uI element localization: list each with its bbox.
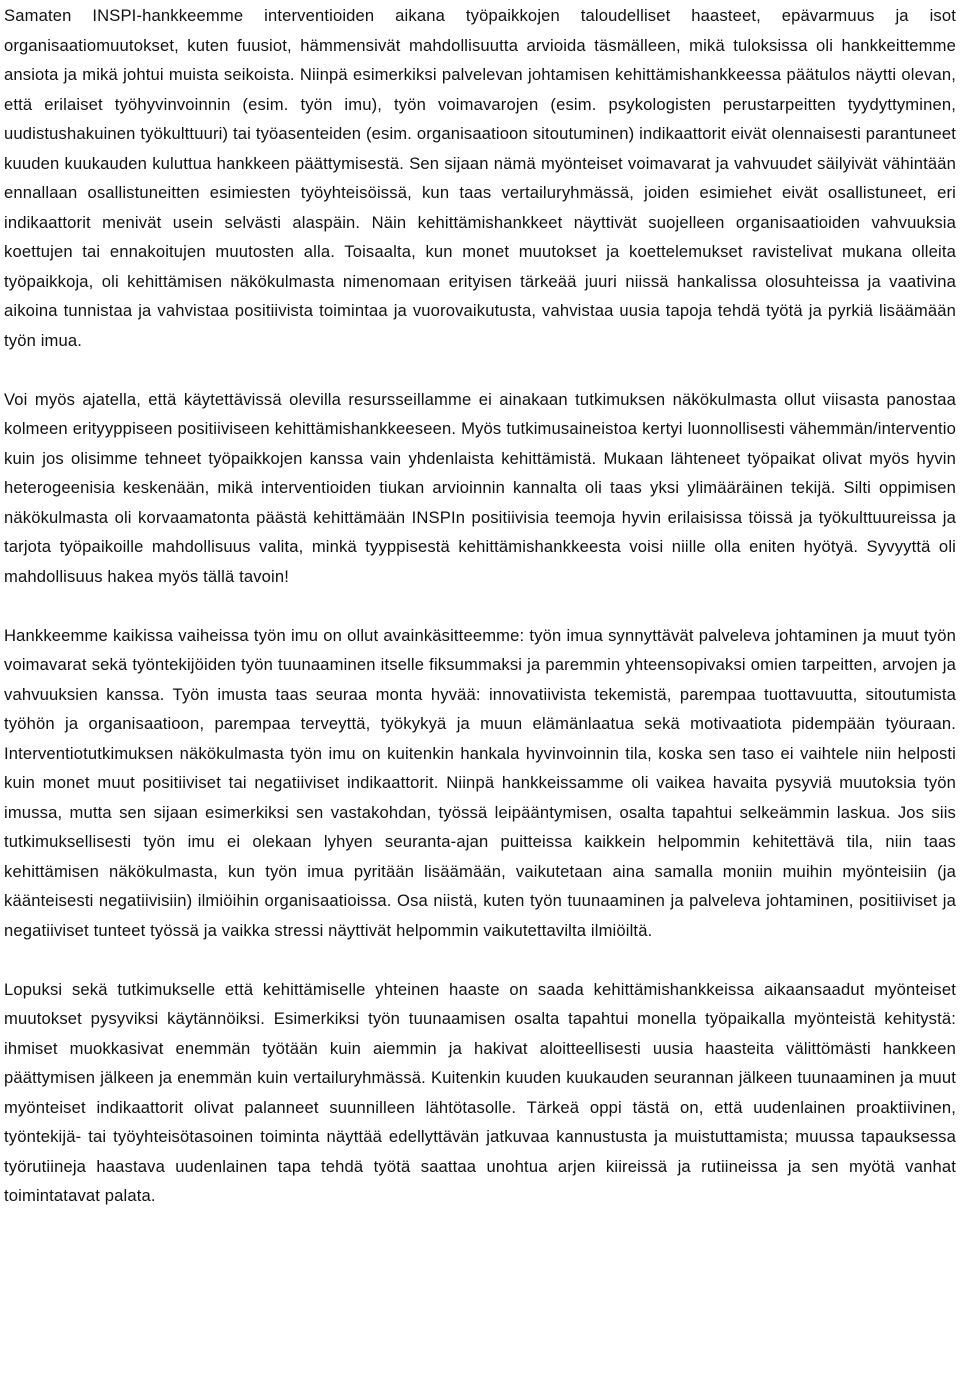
paragraph-1: Samaten INSPI-hankkeemme interventioiden aikana työpaikkojen taloudelliset haasteet, epävarmuus ja isot organisaatiomuutokset, kuten fuusiot, hämmensivät mahdollisuutta arvioida täsmälleen, mikä tuloksissa oli hankkeittemme ansiota ja mikä johtui muista seikoista. Niinpä esimerkiksi palvelevan johtamisen kehittämishankkeessa päätulos näytti olevan, että erilaiset työhyvinvoinnin (esim. työn imu), työn voimavarojen (esim. psykologisten perustarpeitten tyydyttyminen, uudistushakuinen työkulttuuri) tai työasenteiden (esim. organisaatioon sitoutuminen) indikaattorit eivät olennaisesti parantuneet kuuden kuukauden kuluttua hankkeen päättymisestä. Sen sijaan nämä myönteiset voimavarat ja vahvuudet säilyivät vähintään ennallaan osallistuneitten esimiesten työyhteisöissä, kun taas vertailuryhmässä, joiden esimiehet eivät osallistuneet, eri indikaattorit menivät usein selvästi alaspäin. Näin kehittämishankkeet näyttivät suojelleen organisaatioiden vahvuuksia koettujen tai ennakoitujen muutosten alla. Toisaalta, kun monet muutokset ja koettelemukset ravistelivat mukana olleita työpaikkoja, oli kehittämisen näkökulmasta nimenomaan erityisen tärkeää juuri niissä hankalissa olosuhteissa ja vaativina aikoina tunnistaa ja vahvistaa positiivista toimintaa ja vuorovaikutusta, vahvistaa uusia tapoja tehdä työtä ja pyrkiä lisäämään työn imua. (4, 6, 956, 350)
paragraph-3: Hankkeemme kaikissa vaiheissa työn imu on ollut avainkäsitteemme: työn imua synnyttävät palveleva johtaminen ja muut työn voimavarat sekä työntekijöiden työn tuunaaminen itselle fiksummaksi ja paremmin yhteensopivaksi omien tarpeitten, arvojen ja vahvuuksien kanssa. Työn imusta taas seuraa monta hyvää: innovatiivista tekemistä, parempaa tuottavuutta, sitoutumista työhön ja organisaatioon, parempaa terveyttä, työkykyä ja muun elämänlaatua sekä motivaatiota pidempään työuraan. Interventiotutkimuksen näkökulmasta työn imu on kuitenkin hankala hyvinvoinnin tila, koska sen taso ei vaihtele niin helposti kuin monet muut positiiviset tai negatiiviset indikaattorit. Niinpä hankkeissamme oli vaikea havaita pysyviä muutoksia työn imussa, mutta sen sijaan esimerkiksi sen vastakohdan, työssä leipääntymisen, osalta tapahtui selkeämmin laskua. Jos siis tutkimuksellisesti työn imu ei olekaan lyhyen seuranta-ajan puitteissa kaikkein helpommin kehitettävä tila, niin taas kehittämisen näkökulmasta, kun työn imua pyritään lisäämään, vaikutetaan aina samalla moniin muihin myönteisiin (ja käänteisesti negatiivisiin) ilmiöihin organisaatioissa. Osa niistä, kuten työn tuunaaminen ja palveleva johtaminen, positiiviset ja negatiiviset tunteet työssä ja vaikka stressi näyttivät helpommin vaikutettavilta ilmiöiltä. (4, 625, 956, 940)
paragraph-4: Lopuksi sekä tutkimukselle että kehittämiselle yhteinen haaste on saada kehittämishankkeissa aikaansaadut myönteiset muutokset pysyviksi käytännöiksi. Esimerkiksi työn tuunaamisen osalta tapahtui monella työpaikalla myönteistä kehitystä: ihmiset muokkasivat enemmän työtään kuin aiemmin ja hakivat aloitteellisesti uusia haasteita välittömästi hankkeen päättymisen jälkeen ja enemmän kuin vertailuryhmässä. Kuitenkin kuuden kuukauden seurannan jälkeen tuunaaminen ja muut myönteiset indikaattorit olivat palanneet suunnilleen lähtötasolle. Tärkeä oppi tästä on, että uudenlainen proaktiivinen, työntekijä- tai työyhteisötasoinen toiminta näyttää edellyttävän jatkuvaa kannustusta ja muistuttamista; muussa tapauksessa työrutiineja haastava uudenlainen tapa tehdä työtä saattaa unohtua arjen kiireissä ja rutiineissa ja sen myötä vanhat toimintatavat palata. (4, 979, 956, 1205)
paragraph-2: Voi myös ajatella, että käytettävissä olevilla resursseillamme ei ainakaan tutkimuksen näkökulmasta ollut viisasta panostaa kolmeen erityyppiseen positiiviseen kehittämishankkeeseen. Myös tutkimusaineistoa kertyi luonnollisesti vähemmän/interventio kuin jos olisimme tehneet työpaikkojen kanssa vain yhdenlaista kehittämistä. Mukaan lähteneet työpaikat olivat myös hyvin heterogeenisia keskenään, mikä interventioiden tiukan arvioinnin kannalta oli taas yksi ylimääräinen tekijä. Silti oppimisen näkökulmasta oli korvaamatonta päästä kehittämään INSPIn positiivisia teemoja hyvin erilaisissa töissä ja työkulttuureissa ja tarjota työpaikoille mahdollisuus valita, minkä tyyppisestä kehittämishankkeesta voisi niille olla eniten hyötyä. Syvyyttä oli mahdollisuus hakea myös tällä tavoin! (4, 389, 956, 586)
